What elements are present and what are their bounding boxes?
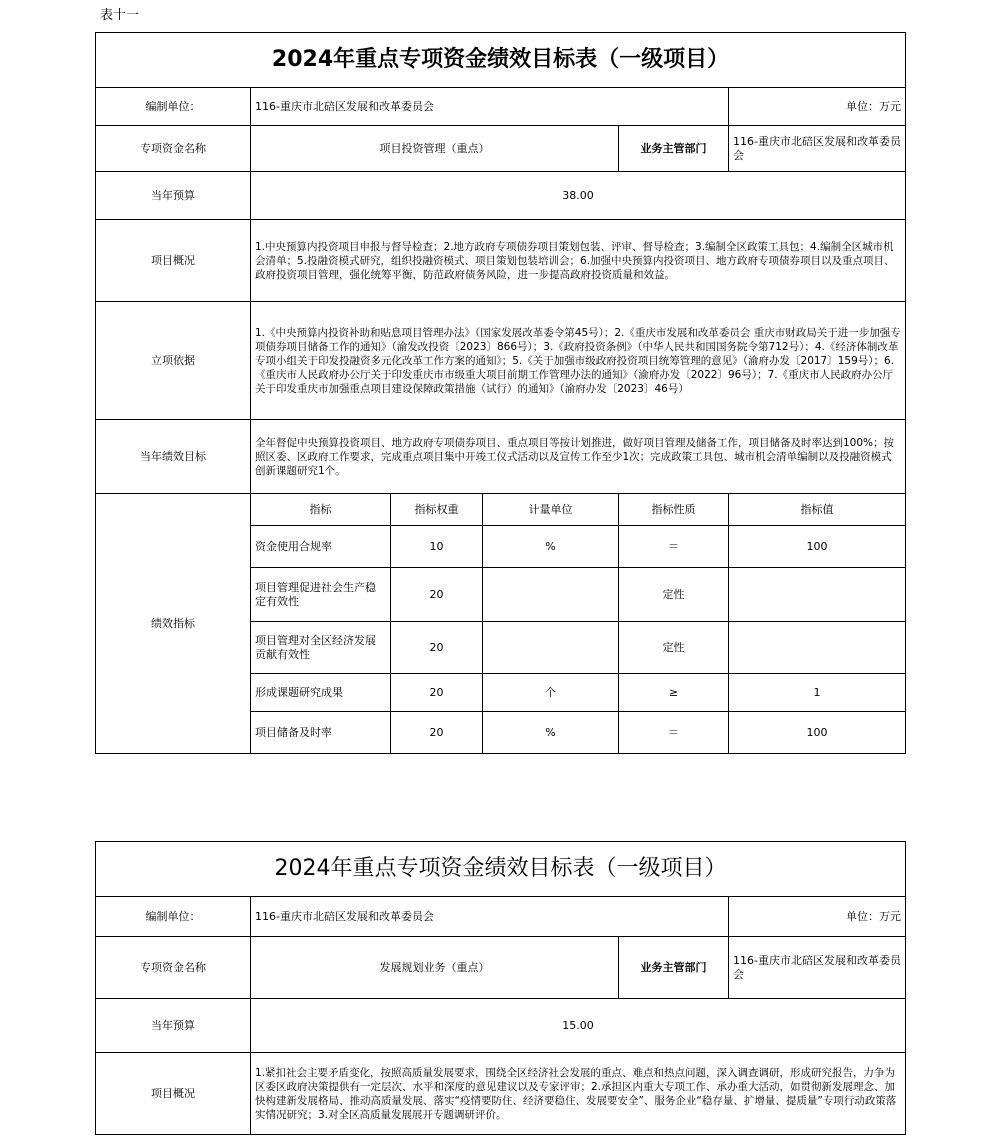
indicator-value: 1 bbox=[729, 674, 906, 712]
budget-value: 38.00 bbox=[251, 172, 906, 220]
performance-target-table-1 bbox=[95, 32, 906, 754]
dept-label: 业务主管部门 bbox=[619, 126, 729, 172]
table-title: 2024年重点专项资金绩效目标表（一级项目） bbox=[96, 33, 906, 88]
indicator-nature: ＝ bbox=[619, 712, 729, 754]
dept-label: 业务主管部门 bbox=[619, 937, 729, 999]
indicator-nature: 定性 bbox=[619, 622, 729, 674]
fund-name-value: 发展规划业务（重点） bbox=[251, 937, 619, 999]
indicator-nature: ≥ bbox=[619, 674, 729, 712]
indicator-weight: 20 bbox=[391, 674, 483, 712]
indicator-value: 100 bbox=[729, 712, 906, 754]
fund-name-label: 专项资金名称 bbox=[96, 126, 251, 172]
indicator-name: 形成课题研究成果 bbox=[251, 674, 391, 712]
indicator-unit: % bbox=[483, 712, 619, 754]
budget-label: 当年预算 bbox=[96, 172, 251, 220]
header-value: 指标值 bbox=[729, 494, 906, 526]
fund-name-label: 专项资金名称 bbox=[96, 937, 251, 999]
table-number-label: 表十一 bbox=[100, 8, 140, 23]
header-unit: 计量单位 bbox=[483, 494, 619, 526]
budget-label: 当年预算 bbox=[96, 999, 251, 1053]
goal-text: 全年督促中央预算投资项目、地方政府专项债券项目、重点项目等按计划推进，做好项目管理及储备工作，项目储备及时率达到100%；按照区委、区政府工作要求，完成重点项目集中开竣工仪式活动以及宣传工作至少1次；完成政策工具包、城市机会清单编制以及投融资模式创新课题研究1个。 bbox=[251, 420, 906, 494]
indicator-name: 项目储备及时率 bbox=[251, 712, 391, 754]
indicator-weight: 20 bbox=[391, 712, 483, 754]
header-nature: 指标性质 bbox=[619, 494, 729, 526]
fund-name-value: 项目投资管理（重点） bbox=[251, 126, 619, 172]
compile-unit-value: 116-重庆市北碚区发展和改革委员会 bbox=[251, 897, 729, 937]
indicator-nature: 定性 bbox=[619, 568, 729, 622]
budget-value: 15.00 bbox=[251, 999, 906, 1053]
indicator-weight: 20 bbox=[391, 568, 483, 622]
basis-label: 立项依据 bbox=[96, 302, 251, 420]
indicator-unit bbox=[483, 568, 619, 622]
dept-value: 116-重庆市北碚区发展和改革委员会 bbox=[729, 126, 906, 172]
indicator-value bbox=[729, 622, 906, 674]
overview-text: 1.紧扣社会主要矛盾变化，按照高质量发展要求，围绕全区经济社会发展的重点、难点和热点问题，深入调查调研，形成研究报告，力争为区委区政府决策提供有一定层次、水平和深度的意见建议以及专家评审；2.承担区内重大专项工作、承办重大活动，如贯彻新发展理念、加快构建新发展格局、推动高质量发展、落实“疫情要防住、经济要稳住、发展要安全”、服务企业“稳存量、扩增量、提质量”专项行动政策落实情况研究；3.对全区高质量发展展开专题调研评价。 bbox=[251, 1053, 906, 1135]
indicator-unit: 个 bbox=[483, 674, 619, 712]
indicator-unit bbox=[483, 622, 619, 674]
basis-text: 1.《中央预算内投资补助和贴息项目管理办法》（国家发展改革委令第45号）；2.《重庆市发展和改革委员会 重庆市财政局关于进一步加强专项债券项目储备工作的通知》（渝发改投资〔2023〕866号）；3.《政府投资条例》（中华人民共和国国务院令第712号）；4.《经济体制改革专项小组关于印发投融资多元化改革工作方案的通知》；5.《关于加强市级政府投资项目统筹管理的意见》（渝府办发〔2017〕159号）；6.《重庆市人民政府办公厅关于印发重庆市市级重大项目前期工作管理办法的通知》（渝府办发〔2022〕96号）；7.《重庆市人民政府办公厅关于印发重庆市加强重点项目建设保障政策措施（试行）的通知》（渝府办发〔2023〕46号） bbox=[251, 302, 906, 420]
indicator-name: 资金使用合规率 bbox=[251, 526, 391, 568]
overview-label: 项目概况 bbox=[96, 220, 251, 302]
compile-unit-label: 编制单位： bbox=[96, 897, 251, 937]
indicator-weight: 20 bbox=[391, 622, 483, 674]
header-indicator: 指标 bbox=[251, 494, 391, 526]
indicator-nature: ＝ bbox=[619, 526, 729, 568]
performance-target-table-2 bbox=[95, 841, 906, 1135]
table-title: 2024年重点专项资金绩效目标表（一级项目） bbox=[96, 842, 906, 897]
indicators-label: 绩效指标 bbox=[96, 494, 251, 754]
indicator-weight: 10 bbox=[391, 526, 483, 568]
goal-label: 当年绩效目标 bbox=[96, 420, 251, 494]
unit-label: 单位：万元 bbox=[729, 897, 906, 937]
indicator-unit: % bbox=[483, 526, 619, 568]
compile-unit-label: 编制单位： bbox=[96, 88, 251, 126]
header-weight: 指标权重 bbox=[391, 494, 483, 526]
compile-unit-value: 116-重庆市北碚区发展和改革委员会 bbox=[251, 88, 729, 126]
indicator-value: 100 bbox=[729, 526, 906, 568]
dept-value: 116-重庆市北碚区发展和改革委员会 bbox=[729, 937, 906, 999]
indicator-name: 项目管理促进社会生产稳定有效性 bbox=[251, 568, 391, 622]
overview-text: 1.中央预算内投资项目申报与督导检查；2.地方政府专项债券项目策划包装、评审、督导检查；3.编制全区政策工具包；4.编制全区城市机会清单；5.投融资模式研究，组织投融资模式、项目策划包装培训会；6.加强中央预算内投资项目、地方政府专项债券项目以及重点项目、政府投资项目管理，强化统筹平衡，防范政府债务风险，进一步提高政府投资质量和效益。 bbox=[251, 220, 906, 302]
unit-label: 单位：万元 bbox=[729, 88, 906, 126]
indicator-name: 项目管理对全区经济发展贡献有效性 bbox=[251, 622, 391, 674]
overview-label: 项目概况 bbox=[96, 1053, 251, 1135]
indicator-value bbox=[729, 568, 906, 622]
